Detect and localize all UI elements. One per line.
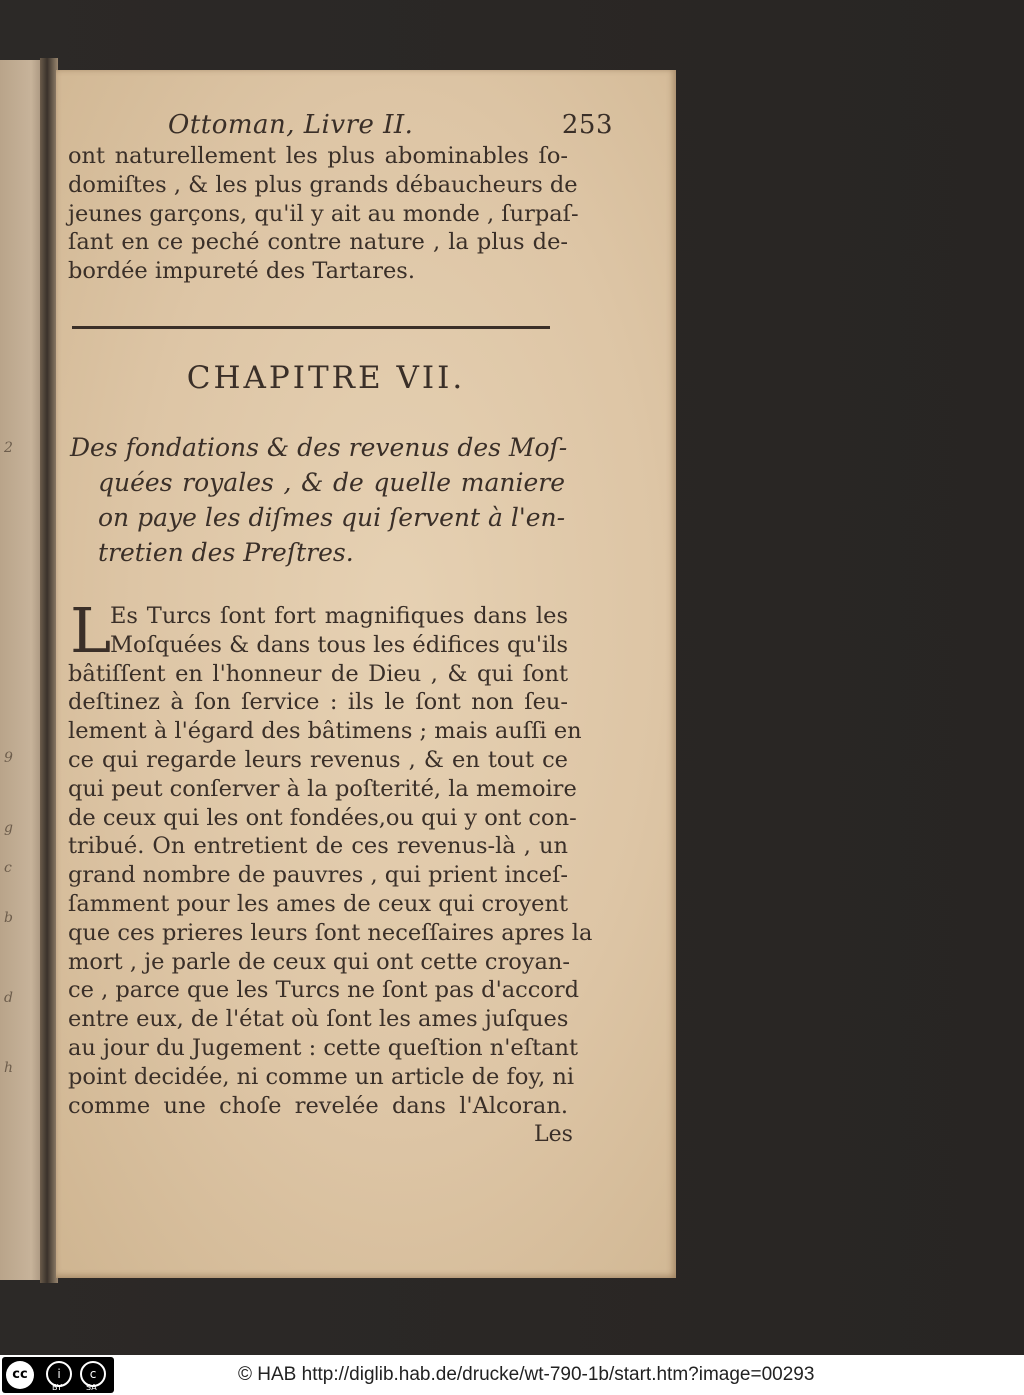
chapter-body	[68, 594, 593, 1120]
text-line: ont naturellement les plus abominables ſo-	[68, 143, 568, 169]
text-line: ce qui regarde leurs revenus , & en tout ce	[68, 746, 568, 773]
cc-icon: cc	[6, 1361, 34, 1389]
text-line: tribué. On entretient de ces revenus-là , un	[68, 833, 568, 860]
page-number: 253	[561, 110, 613, 140]
license-sa-label: SA	[86, 1383, 97, 1392]
license-by-label: BY	[52, 1383, 62, 1392]
subtitle-line: tretien des Preſtres.	[98, 538, 354, 567]
text-line: jeunes garçons, qu'il y ait au monde , ſurpaſ-	[68, 200, 579, 227]
text-line: qui peut conſerver à la poſterité, la memoire	[68, 775, 577, 802]
left-page-fragment: h	[4, 1060, 14, 1076]
text-line: de ceux qui les ont fondées,ou qui y ont con-	[68, 804, 577, 831]
left-page-fragment: b	[4, 910, 13, 926]
running-head-title: Ottoman, Livre II.	[168, 110, 414, 140]
text-line: grand nombre de pauvres , qui prient inceſ-	[68, 862, 568, 889]
text-line: lement à l'égard des bâtimens ; mais auſſi en	[68, 718, 582, 745]
left-page-fragment: d	[4, 990, 13, 1006]
continued-paragraph	[68, 142, 579, 286]
subtitle-line: on paye les diſmes qui ſervent à l'en-	[98, 503, 566, 532]
text-line: mort , je parle de ceux qui ont cette croyan-	[68, 948, 570, 975]
chapter-subtitle	[70, 430, 568, 570]
text-line: bâtiſſent en l'honneur de Dieu , & qui ſont	[68, 660, 568, 687]
attribution-icon: i	[46, 1361, 72, 1387]
cc-license-badge[interactable]	[2, 1357, 114, 1393]
subtitle-line: quées royales , & de quelle maniere	[98, 468, 565, 497]
text-line: ſant en ce peché contre nature , la plus de-	[68, 229, 568, 256]
book-page	[56, 70, 676, 1278]
source-credit: © HAB http://diglib.hab.de/drucke/wt-790-1b/start.htm?image=00293	[238, 1364, 815, 1385]
text-line: deſtinez à ſon ſervice : ils le ſont non ſeu-	[68, 689, 568, 716]
text-line: Moſquées & dans tous les édifices qu'ils	[110, 631, 568, 658]
left-page-fragment: 2	[4, 440, 13, 456]
text-line: ce , parce que les Turcs ne ſont pas d'accord	[68, 977, 580, 1004]
text-line: point decidée, ni comme un article de foy, ni	[68, 1063, 575, 1090]
text-line: ſamment pour les ames de ceux qui croyent	[68, 890, 568, 917]
catchword: Les	[534, 1122, 573, 1147]
text-line: domiſtes , & les plus grands débaucheurs de	[68, 171, 578, 198]
text-line: au jour du Jugement : cette queſtion n'eſtant	[68, 1034, 579, 1061]
left-page-fragment: 9	[4, 750, 13, 766]
text-line: bordée impureté des Tartares.	[68, 258, 415, 285]
left-page-fragment: c	[4, 860, 12, 876]
text-line: comme une choſe revelée dans l'Alcoran.	[68, 1092, 568, 1119]
text-line: entre eux, de l'état où ſont les ames juſques	[68, 1006, 569, 1033]
chapter-title: CHAPITRE VII.	[186, 360, 466, 396]
text-line: que ces prieres leurs ſont neceſſaires apres la	[68, 919, 593, 946]
subtitle-line: Des fondations & des revenus des Moſ-	[70, 433, 568, 462]
running-head	[168, 110, 613, 140]
left-page-fragment: g	[4, 820, 13, 836]
footer-bar	[0, 1355, 1024, 1395]
text-line: Es Turcs ſont fort magnifiques dans les	[110, 603, 568, 629]
section-divider	[72, 326, 550, 329]
drop-cap: L	[70, 594, 112, 667]
share-alike-icon: c	[80, 1361, 106, 1387]
